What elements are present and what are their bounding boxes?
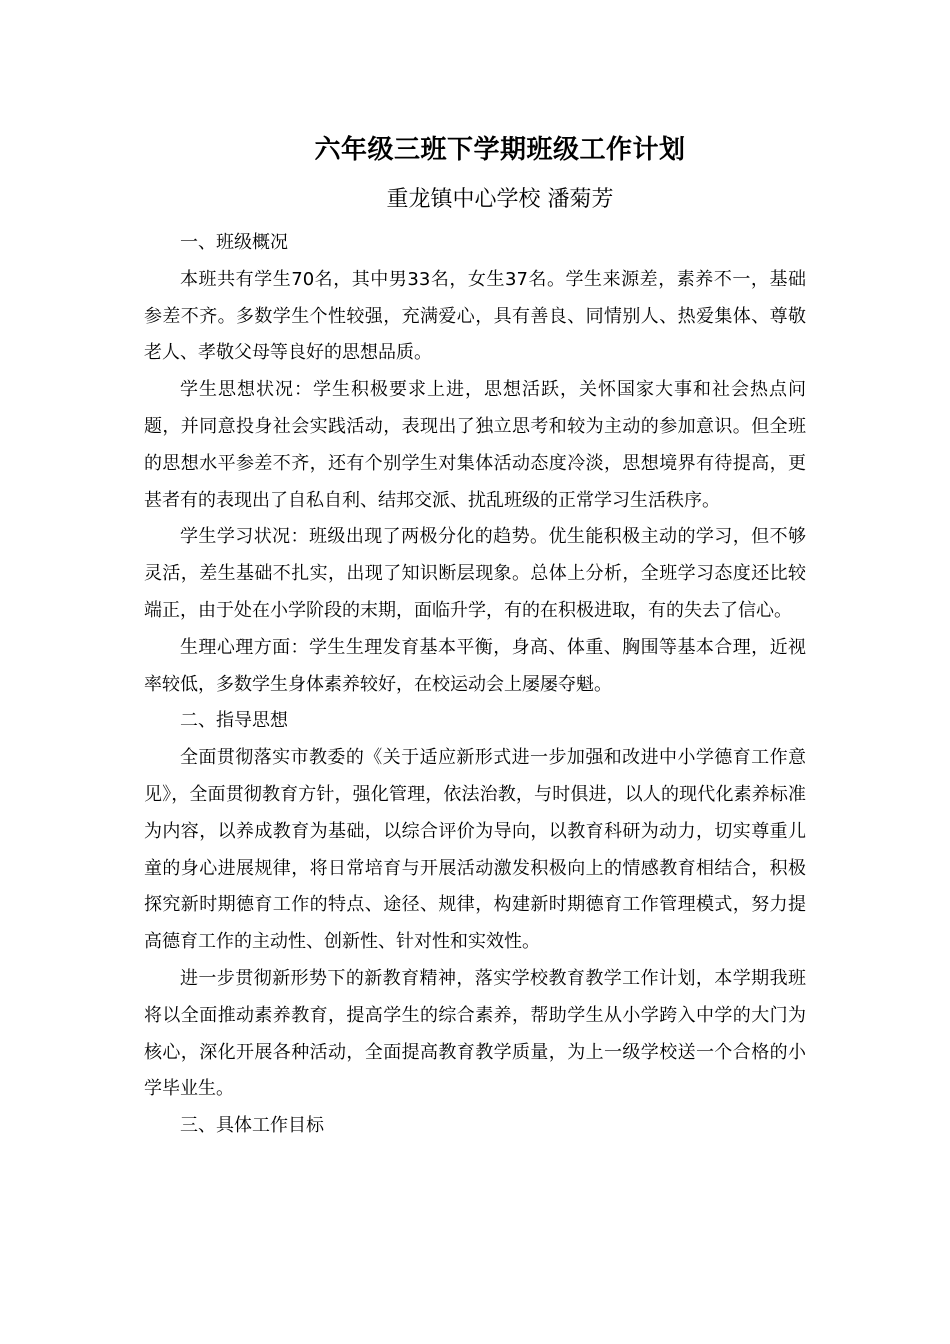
paragraph-student-learning: 学生学习状况：班级出现了两极分化的趋势。优生能积极主动的学习，但不够灵活，差生基础不扎实，出现了知识断层现象。总体上分析，全班学习态度还比较端正，由于处在小学阶段的末期，面临升学，有的在积极进取，有的失去了信心。 [144, 526, 806, 621]
paragraph-guiding-ideology: 全面贯彻落实市教委的《关于适应新形式进一步加强和改进中小学德育工作意见》，全面贯彻教育方针，强化管理，依法治教，与时俱进，以人的现代化素养标准为内容，以养成教育为基础，以综合评价为导向，以教育科研为动力，切实尊重儿童的身心进展规律，将日常培育与开展活动激发积极向上的情感教育相结合，积极探究新时期德育工作的特点、途径、规律，构建新时期德育工作管理模式，努力提高德育工作的主动性、创新性、针对性和实效性。 [144, 747, 806, 953]
section-heading-work-goals: 三、具体工作目标 [180, 1115, 324, 1137]
paragraph-student-thinking: 学生思想状况：学生积极要求上进，思想活跃，关怀国家大事和社会热点问题，并同意投身社会实践活动，表现出了独立思考和较为主动的参加意识。但全班的思想水平参差不齐，还有个别学生对集体活动态度冷淡，思想境界有待提高，更甚者有的表现出了自私自利、结邦交派、扰乱班级的正常学习生活秩序。 [144, 379, 806, 511]
paragraph-semester-plan: 进一步贯彻新形势下的新教育精神，落实学校教育教学工作计划，本学期我班将以全面推动素养教育，提高学生的综合素养，帮助学生从小学跨入中学的大门为核心，深化开展各种活动，全面提高教育教学质量，为上一级学校送一个合格的小学毕业生。 [144, 967, 806, 1100]
author-line: 重龙镇中心学校 潘菊芳 [386, 187, 614, 212]
document-body [144, 225, 806, 1145]
paragraph-physiology-psychology: 生理心理方面：学生生理发育基本平衡，身高、体重、胸围等基本合理，近视率较低，多数学生身体素养较好，在校运动会上屡屡夺魁。 [144, 636, 806, 695]
section-heading-class-overview: 一、班级概况 [180, 232, 288, 253]
paragraph-class-overview: 本班共有学生70名，其中男33名，女生37名。学生来源差，素养不一，基础参差不齐。多数学生个性较强，充满爱心，具有善良、同情别人、热爱集体、尊敬老人、孝敬父母等良好的思想品质。 [144, 268, 806, 364]
section-heading-guiding-ideology: 二、指导思想 [180, 710, 288, 732]
document-title: 六年级三班下学期班级工作计划 [314, 135, 686, 165]
